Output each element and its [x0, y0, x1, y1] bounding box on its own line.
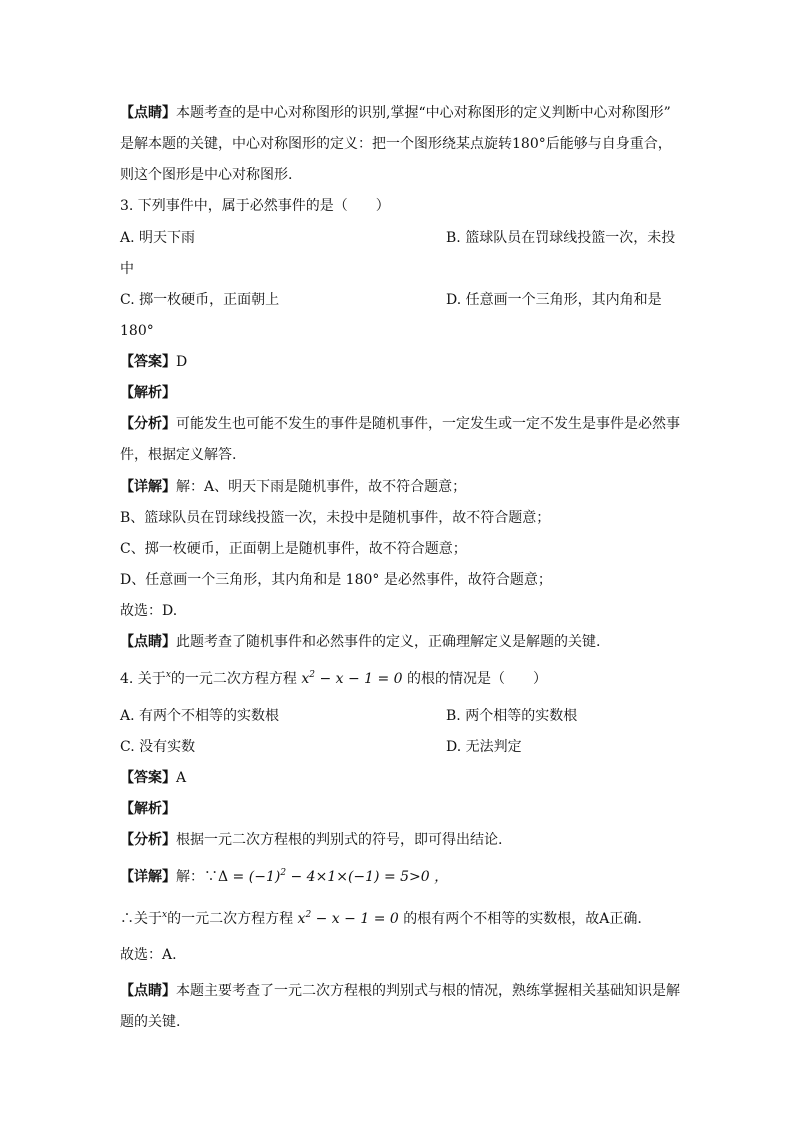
answer-value: D	[176, 354, 188, 370]
answer-tag: 【答案】	[120, 354, 176, 370]
analyze-tag: 【分析】	[120, 832, 176, 848]
q4-choose: 故选：A.	[120, 947, 177, 963]
q3-option-b-continued: 中	[120, 261, 134, 277]
comment-tag: 【点睛】	[120, 983, 176, 999]
q4-analyze	[120, 830, 680, 850]
q3-comment	[120, 632, 680, 652]
q3-choose: 故选：D.	[120, 603, 178, 619]
analyze-text: 根据一元二次方程根的判别式的符号，即可得出结论.	[176, 832, 503, 848]
q4-analysis-heading: 【解析】	[120, 801, 176, 817]
comment-tag: 【点睛】	[120, 105, 176, 121]
conclusion-middle: 的一元二次方程方程	[167, 911, 294, 927]
q4-conclusion	[120, 909, 680, 929]
detail-tag: 【详解】	[120, 869, 176, 885]
q4-option-c: C. 没有实数	[120, 739, 196, 755]
q4-option-b: B. 两个相等的实数根	[446, 708, 578, 724]
q3-detail-line-2: B、篮球队员在罚球线投篮一次，未投中是随机事件，故不符合题意；	[120, 510, 551, 526]
answer-tag: 【答案】	[120, 770, 176, 786]
q4-stem-middle: 的一元二次方程方程	[170, 671, 297, 687]
discriminant-prefix: 解：∵Δ =	[176, 869, 249, 885]
q3-detail-line-1	[120, 477, 680, 497]
q3-detail-line-3: C、掷一枚硬币，正面朝上是随机事件，故不符合题意；	[120, 541, 467, 557]
q4-comment-line-1	[120, 981, 680, 1001]
q3-answer	[120, 352, 680, 372]
comment-text: 本题主要考查了一元二次方程根的判别式与根的情况，熟练掌握相关基础知识是解	[176, 983, 680, 999]
q3-option-b: B. 篮球队员在罚球线投篮一次，未投	[446, 230, 676, 246]
q2-comment-line-2: 是解本题的关键，中心对称图形的定义：把一个图形绕某点旋转180°后能够与自身重合，	[120, 136, 672, 152]
q3-detail-line-4: D、任意画一个三角形，其内角和是 180° 是必然事件，故符合题意；	[120, 572, 552, 588]
q4-option-a: A. 有两个不相等的实数根	[120, 708, 280, 724]
q3-analysis-heading: 【解析】	[120, 385, 176, 401]
analyze-text: 可能发生也可能不发生的事件是随机事件，一定发生或一定不发生是事件是必然事	[176, 416, 680, 432]
conclusion-prefix: ∴关于	[120, 911, 162, 927]
q2-comment-line-3: 则这个图形是中心对称图形.	[120, 167, 293, 183]
q3-analyze-line-1	[120, 414, 680, 434]
q3-option-d: D. 任意画一个三角形，其内角和是	[446, 292, 662, 308]
q4-stem-prefix: 4. 关于	[120, 671, 166, 687]
q3-option-c: C. 掷一枚硬币，正面朝上	[120, 292, 280, 308]
comment-text: 本题考查的是中心对称图形的识别,掌握“中心对称图形的定义判断中心对称图形”	[176, 105, 671, 121]
q3-analyze-line-2: 件，根据定义解答.	[120, 447, 237, 463]
q2-comment-line-1	[120, 103, 680, 123]
q4-equation: $x^2 - x - 1 = 0$	[297, 910, 399, 927]
q4-answer	[120, 768, 680, 788]
q3-stem: 3. 下列事件中，属于必然事件的是（ ）	[120, 198, 390, 214]
detail-tag: 【详解】	[120, 479, 176, 495]
detail-text: 解：A、明天下雨是随机事件，故不符合题意；	[176, 479, 467, 495]
comment-tag: 【点睛】	[120, 634, 176, 650]
q3-option-a: A. 明天下雨	[120, 230, 196, 246]
discriminant-formula: $(-1)^2 - 4\times 1\times(-1) = 5>0$ ，	[248, 868, 449, 885]
q4-detail	[120, 867, 680, 887]
q4-variable: x	[162, 910, 168, 920]
q3-option-d-continued: 180°	[120, 323, 154, 339]
q4-stem	[120, 669, 680, 689]
q4-stem-suffix: 的根的情况是（ ）	[407, 671, 548, 687]
answer-value: A	[176, 770, 187, 786]
q4-comment-line-2: 题的关键.	[120, 1014, 181, 1030]
analyze-tag: 【分析】	[120, 416, 176, 432]
q4-option-d: D. 无法判定	[446, 739, 522, 755]
comment-text: 此题考查了随机事件和必然事件的定义，正确理解定义是解题的关键.	[176, 634, 601, 650]
q4-equation: $x^2 - x - 1 = 0$	[301, 670, 403, 687]
conclusion-suffix: 的根有两个不相等的实数根，故A正确.	[403, 911, 642, 927]
q4-variable: x	[165, 670, 171, 680]
